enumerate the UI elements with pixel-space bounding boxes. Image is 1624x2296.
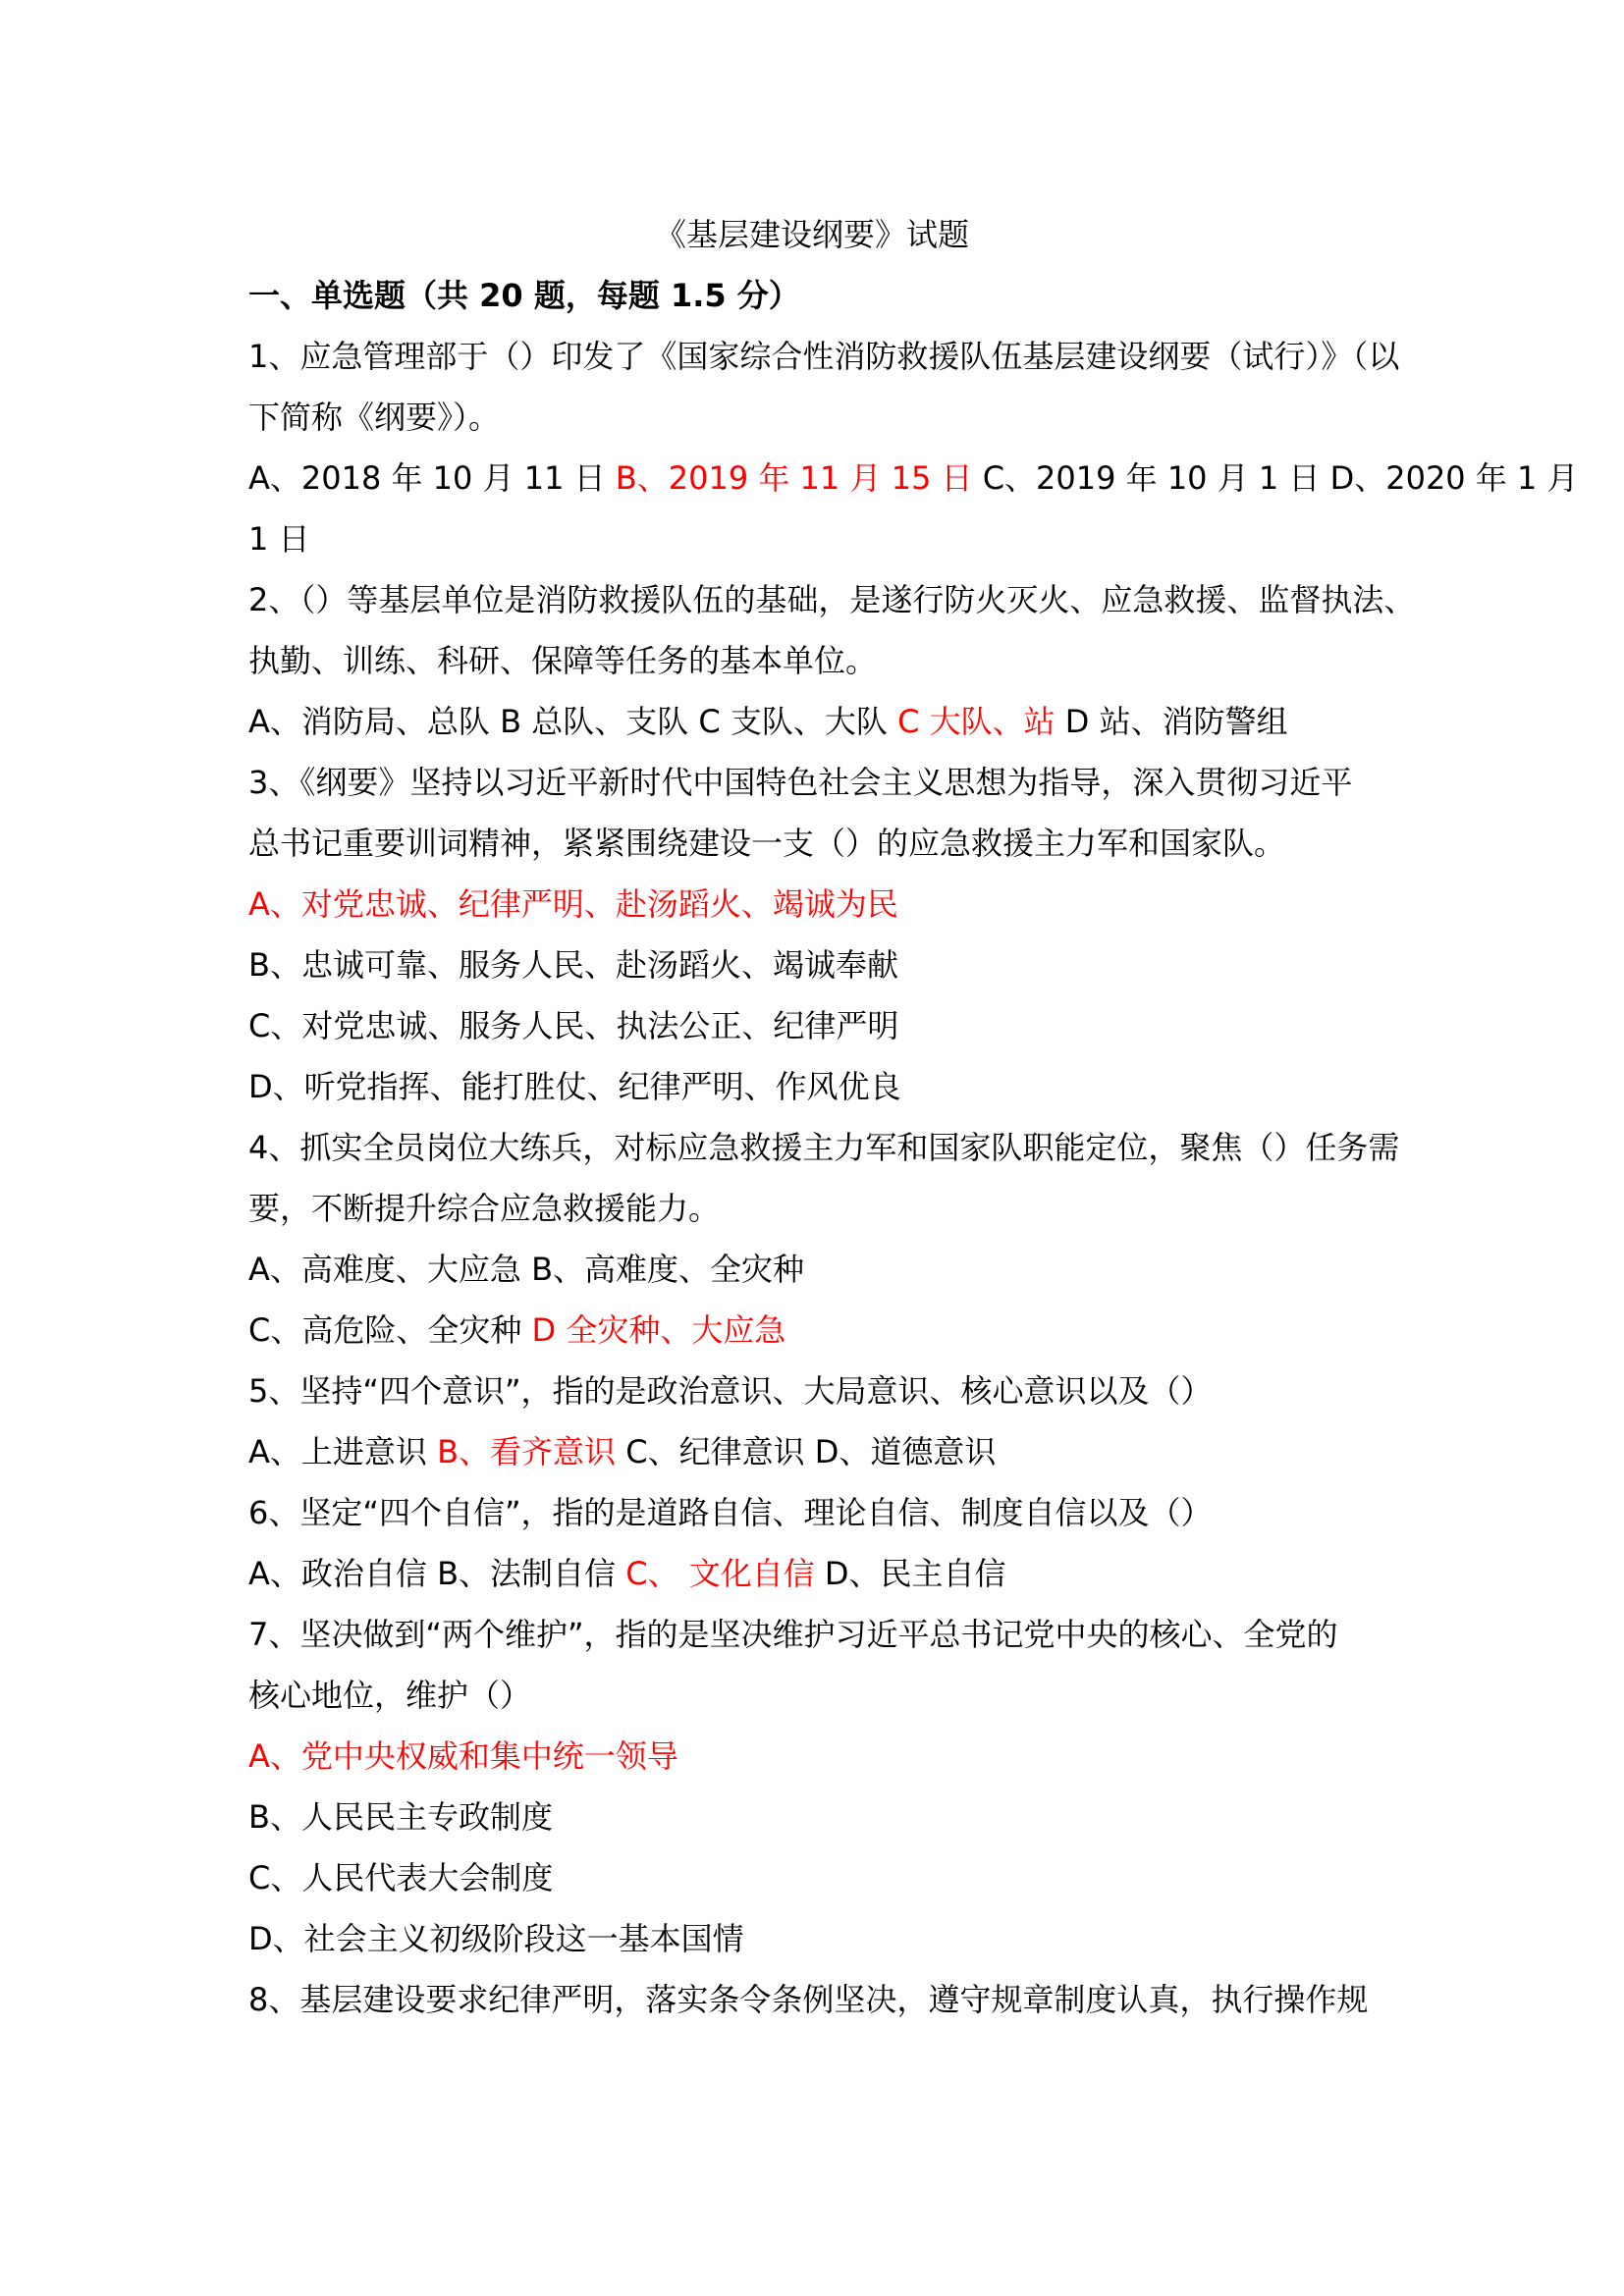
text-line xyxy=(248,1245,1397,1294)
text-segment: D、社会主义初级阶段这一基本国情 xyxy=(248,1920,744,1957)
text-line xyxy=(248,1001,1397,1050)
text-line xyxy=(248,332,1400,381)
text-segment: B、人民民主专政制度 xyxy=(248,1798,553,1836)
text-line xyxy=(248,880,1397,929)
text-segment: 6、坚定“四个自信”，指的是道路自信、理论自信、制度自信以及（） xyxy=(248,1494,1213,1531)
answer-highlight: C、 文化自信 xyxy=(625,1555,815,1592)
text-line xyxy=(248,1488,1397,1537)
text-line xyxy=(248,1184,1397,1233)
text-segment: 1、应急管理部于（）印发了《国家综合性消防救援队伍基层建设纲要（试行）》（以 xyxy=(248,338,1400,375)
text-line xyxy=(248,393,1397,442)
text-segment: 7、坚决做到“两个维护”，指的是坚决维护习近平总书记党中央的核心、全党的 xyxy=(248,1616,1338,1653)
text-segment: A、上进意识 xyxy=(248,1433,438,1470)
text-segment: 2、（）等基层单位是消防救援队伍的基础，是遂行防火灭火、应急救援、监督执法、 xyxy=(248,581,1416,618)
text-line xyxy=(248,758,1397,807)
document-title: 《基层建设纲要》试题 xyxy=(654,216,969,253)
text-segment: C、2019 年 10 月 1 日 D、2020 年 1 月 xyxy=(972,459,1579,497)
text-line xyxy=(248,454,1579,503)
text-segment: C、高危险、全灾种 xyxy=(248,1311,532,1349)
text-line xyxy=(248,575,1416,624)
text-line xyxy=(248,636,1397,685)
text-line xyxy=(248,940,1397,989)
text-line xyxy=(248,1853,1397,1902)
text-line xyxy=(248,1123,1400,1172)
text-segment: C、纪律意识 D、道德意识 xyxy=(616,1433,997,1470)
section-heading: 一、单选题（共 20 题，每题 1.5 分） xyxy=(248,277,800,314)
answer-highlight: A、党中央权威和集中统一领导 xyxy=(248,1737,678,1775)
text-line xyxy=(248,1975,1397,2024)
text-segment: D 站、消防警组 xyxy=(1055,703,1288,740)
text-line xyxy=(248,1610,1397,1659)
text-segment: C、人民代表大会制度 xyxy=(248,1859,554,1896)
text-line xyxy=(248,697,1397,746)
text-line xyxy=(248,1792,1397,1842)
text-segment: 1 日 xyxy=(248,520,310,558)
text-segment: D、民主自信 xyxy=(814,1555,1006,1592)
answer-highlight: C 大队、站 xyxy=(897,703,1056,740)
text-segment: 总书记重要训词精神，紧紧围绕建设一支（）的应急救援主力军和国家队。 xyxy=(248,825,1286,862)
answer-highlight: B、2019 年 11 月 15 日 xyxy=(615,459,973,497)
text-line xyxy=(248,1732,1397,1781)
text-line xyxy=(248,1427,1397,1476)
text-segment: 下简称《纲要》）。 xyxy=(248,399,501,436)
text-line xyxy=(248,1549,1397,1598)
text-segment: D、听党指挥、能打胜仗、纪律严明、作风优良 xyxy=(248,1068,901,1105)
text-segment: A、政治自信 B、法制自信 xyxy=(248,1555,626,1592)
text-line xyxy=(248,1366,1397,1415)
text-segment: A、高难度、大应急 B、高难度、全灾种 xyxy=(248,1251,805,1288)
answer-highlight: B、看齐意识 xyxy=(437,1433,617,1470)
text-line xyxy=(248,1306,1397,1355)
text-segment: 核心地位，维护（） xyxy=(248,1677,532,1714)
text-segment: A、消防局、总队 B 总队、支队 C 支队、大队 xyxy=(248,703,898,740)
text-line xyxy=(248,1914,1397,1963)
text-segment: B、忠诚可靠、服务人民、赴汤蹈火、竭诚奉献 xyxy=(248,946,898,984)
text-line xyxy=(248,514,1397,563)
text-segment: A、2018 年 10 月 11 日 xyxy=(248,459,616,497)
answer-highlight: A、对党忠诚、纪律严明、赴汤蹈火、竭诚为民 xyxy=(248,885,898,923)
text-segment: C、对党忠诚、服务人民、执法公正、纪律严明 xyxy=(248,1007,899,1044)
text-segment: 4、抓实全员岗位大练兵，对标应急救援主力军和国家队职能定位，聚焦（）任务需 xyxy=(248,1129,1400,1166)
answer-highlight: D 全灾种、大应急 xyxy=(531,1311,786,1349)
text-segment: 要，不断提升综合应急救援能力。 xyxy=(248,1190,721,1227)
text-line xyxy=(248,1671,1397,1720)
text-line xyxy=(248,1062,1397,1111)
text-segment: 5、坚持“四个意识”，指的是政治意识、大局意识、核心意识以及（） xyxy=(248,1372,1213,1410)
text-segment: 8、基层建设要求纪律严明，落实条令条例坚决，遵守规章制度认真，执行操作规 xyxy=(248,1981,1369,2018)
text-line xyxy=(248,819,1397,868)
text-segment: 执勤、训练、科研、保障等任务的基本单位。 xyxy=(248,642,878,679)
text-segment: 3、《纲要》坚持以习近平新时代中国特色社会主义思想为指导，深入贯彻习近平 xyxy=(248,764,1353,801)
